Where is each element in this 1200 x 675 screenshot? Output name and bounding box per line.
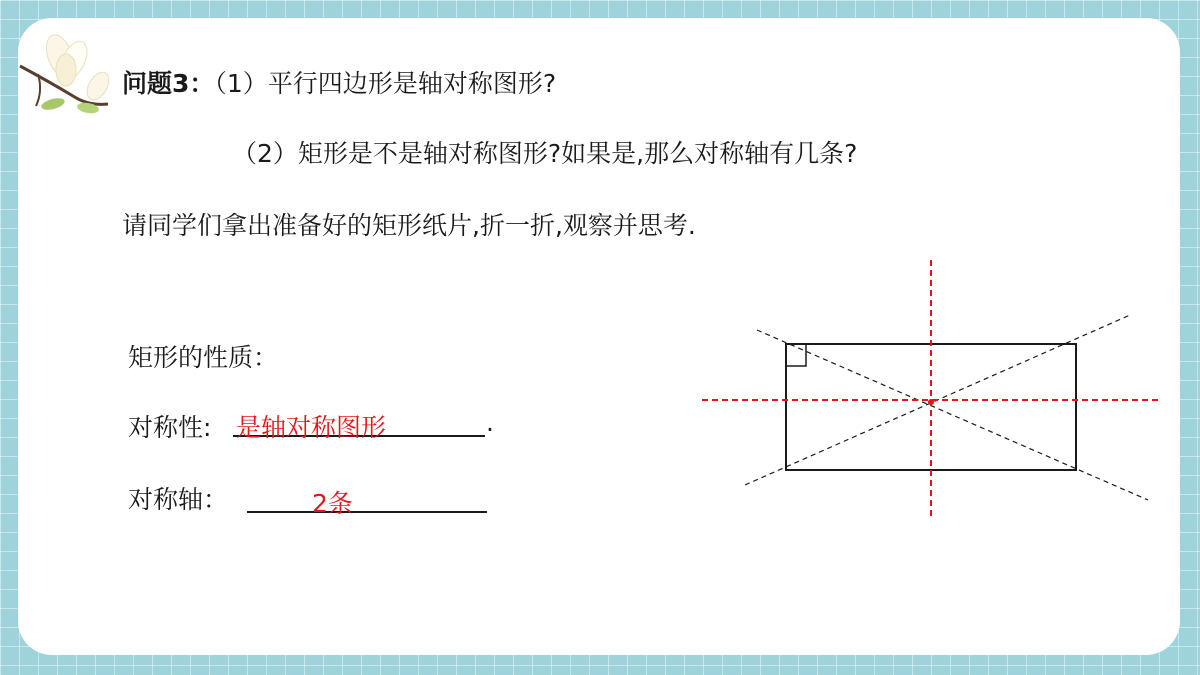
question-part2: （2）矩形是不是轴对称图形?如果是,那么对称轴有几条? — [232, 139, 858, 168]
symmetry-label: 对称性: — [128, 413, 212, 442]
axis-answer: 2条 — [312, 489, 353, 518]
rectangle-symmetry-diagram — [690, 250, 1170, 530]
right-angle-marker — [786, 344, 806, 366]
question-title — [122, 64, 556, 100]
properties-heading: 矩形的性质： — [128, 343, 279, 372]
slide-card — [18, 18, 1180, 655]
question-prefix: 问题3： — [122, 69, 215, 98]
symmetry-period: . — [486, 408, 494, 437]
axis-label: 对称轴： — [128, 485, 229, 514]
question-part1: （1）平行四边形是轴对称图形? — [214, 69, 557, 98]
axis-answer-blank — [247, 511, 487, 513]
instruction-text: 请同学们拿出准备好的矩形纸片,折一折,观察并思考. — [122, 211, 696, 240]
diagonal-line-1 — [757, 330, 1148, 500]
center-point — [928, 399, 934, 405]
symmetry-answer: 是轴对称图形 — [236, 413, 387, 442]
magnolia-flower-icon — [18, 26, 128, 121]
